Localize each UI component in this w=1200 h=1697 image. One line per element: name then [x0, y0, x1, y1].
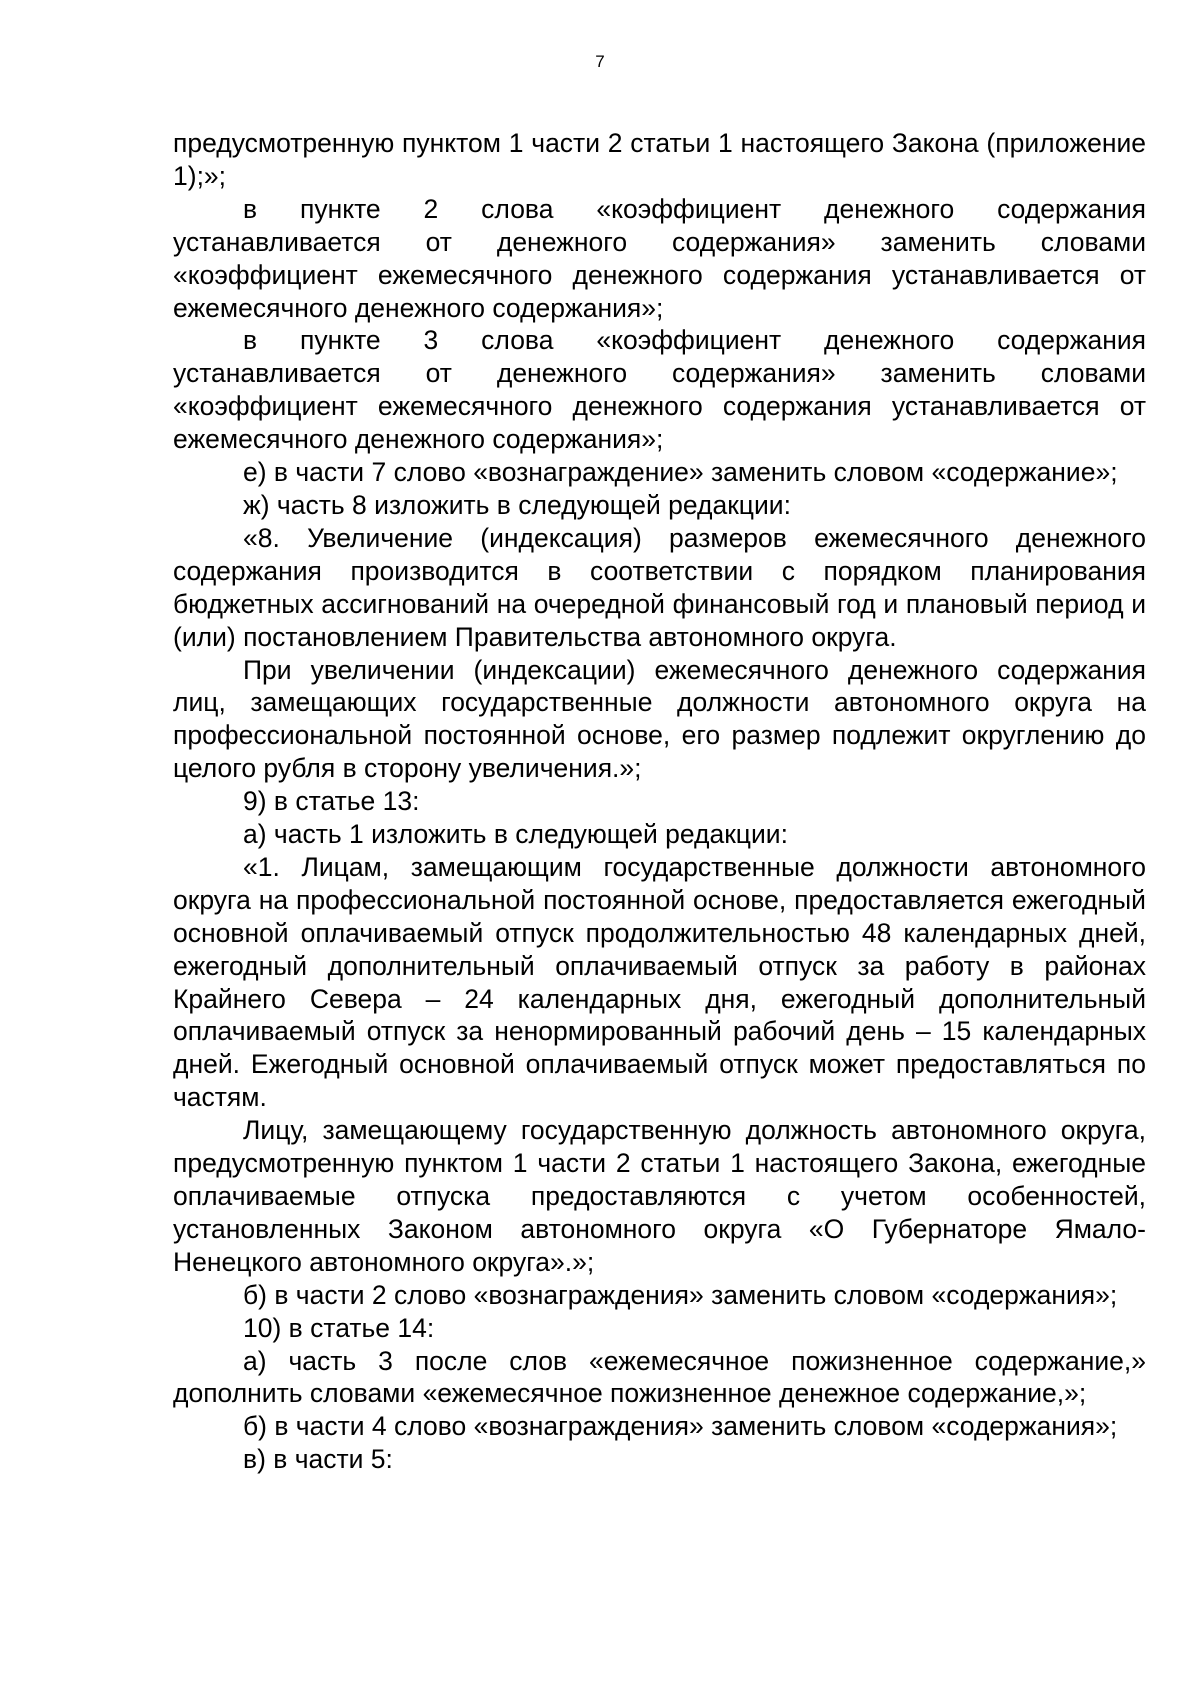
paragraph: а) часть 1 изложить в следующей редакции: — [243, 819, 788, 850]
paragraph: в) в части 5: — [243, 1444, 393, 1475]
paragraph: б) в части 2 слово «вознаграждения» заменить словом «содержания»; — [243, 1279, 1118, 1310]
paragraph: «1. Лицам, замещающим государственные должности автономного округа на профессиональной постоянной основе, предоставляется ежегодный основной оплачиваемый отпуск продолжительностью 48 календарных дней, ежегодный дополнительный оплачиваемый отпуск за работу в районах Крайнего Севера – 24 календарных дня, ежегодный дополнительный оплачиваемый отпуск за ненормированный рабочий день – 15 календарных дней. Ежегодный основной оплачиваемый отпуск может предоставляться по частям. — [173, 851, 1146, 1113]
paragraph: При увеличении (индексации) ежемесячного денежного содержания лиц, замещающих государственные должности автономного округа на профессиональной постоянной основе, его размер подлежит округлению до целого рубля в сторону увеличения.»; — [173, 654, 1146, 784]
paragraph: б) в части 4 слово «вознаграждения» заменить словом «содержания»; — [243, 1411, 1118, 1442]
paragraph: а) часть 3 после слов «ежемесячное пожизненное содержание,» дополнить словами «ежемесячное пожизненное денежное содержание,»; — [173, 1345, 1146, 1409]
paragraph: «8. Увеличение (индексация) размеров ежемесячного денежного содержания производится в соответствии с порядком планирования бюджетных ассигнований на очередной финансовый год и плановый период и (или) постановлением Правительства автономного округа. — [173, 522, 1146, 652]
paragraph: предусмотренную пунктом 1 части 2 статьи 1 настоящего Закона (приложение 1);»; — [173, 128, 1146, 191]
document-body — [173, 127, 1146, 1476]
page-number: 7 — [595, 52, 605, 71]
paragraph: 10) в статье 14: — [243, 1312, 435, 1343]
paragraph: в пункте 3 слова «коэффициент денежного содержания устанавливается от денежного содержания» заменить словами «коэффициент ежемесячного денежного содержания устанавливается от ежемесячного денежного содержания»; — [173, 325, 1146, 455]
paragraph: е) в части 7 слово «вознаграждение» заменить словом «содержание»; — [243, 457, 1118, 488]
paragraph: в пункте 2 слова «коэффициент денежного содержания устанавливается от денежного содержания» заменить словами «коэффициент ежемесячного денежного содержания устанавливается от ежемесячного денежного содержания»; — [173, 193, 1146, 323]
paragraph: 9) в статье 13: — [243, 786, 420, 817]
paragraph: Лицу, замещающему государственную должность автономного округа, предусмотренную пунктом 1 части 2 статьи 1 настоящего Закона, ежегодные оплачиваемые отпуска предоставляются с учетом особенностей, установленных Законом автономного округа «О Губернаторе Ямало-Ненецкого автономного округа».»; — [173, 1115, 1146, 1277]
paragraph: ж) часть 8 изложить в следующей редакции: — [243, 489, 791, 520]
